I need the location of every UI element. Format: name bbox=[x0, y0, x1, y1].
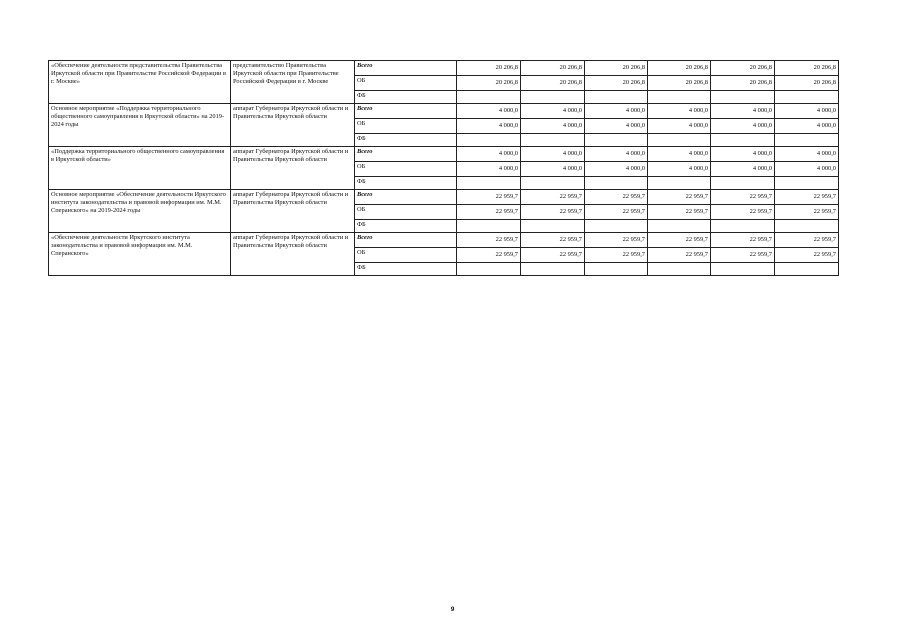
amount-cell: 22 959,7 bbox=[711, 205, 775, 220]
amount-cell: 20 206,8 bbox=[521, 61, 585, 76]
amount-cell: 20 206,8 bbox=[457, 76, 521, 91]
activity-name-cell: «Обеспечение деятельности Иркутского института законодательства и правовой информации им. М.М. Сперанского» bbox=[49, 233, 231, 276]
funding-source-cell: ОБ bbox=[355, 205, 457, 220]
amount-cell: 22 959,7 bbox=[775, 233, 839, 248]
amount-cell bbox=[711, 220, 775, 233]
table-row bbox=[49, 233, 839, 248]
amount-cell bbox=[648, 134, 711, 147]
amount-cell: 4 000,0 bbox=[521, 119, 585, 134]
amount-cell bbox=[711, 134, 775, 147]
amount-cell bbox=[775, 177, 839, 190]
table-row bbox=[49, 147, 839, 162]
amount-cell: 4 000,0 bbox=[711, 147, 775, 162]
funding-source-cell: ФБ bbox=[355, 134, 457, 147]
table-row bbox=[49, 190, 839, 205]
funding-source-cell: Всего bbox=[355, 104, 457, 119]
amount-cell bbox=[457, 134, 521, 147]
executor-cell: аппарат Губернатора Иркутской области и Правительства Иркутской области bbox=[231, 190, 355, 233]
amount-cell bbox=[585, 91, 648, 104]
amount-cell: 20 206,8 bbox=[585, 76, 648, 91]
amount-cell: 4 000,0 bbox=[457, 119, 521, 134]
amount-cell: 4 000,0 bbox=[648, 104, 711, 119]
amount-cell: 4 000,0 bbox=[775, 104, 839, 119]
amount-cell: 4 000,0 bbox=[711, 162, 775, 177]
amount-cell bbox=[585, 220, 648, 233]
amount-cell: 22 959,7 bbox=[457, 233, 521, 248]
amount-cell bbox=[521, 220, 585, 233]
amount-cell: 22 959,7 bbox=[711, 190, 775, 205]
amount-cell: 4 000,0 bbox=[648, 147, 711, 162]
amount-cell: 4 000,0 bbox=[521, 147, 585, 162]
funding-source-cell: ОБ bbox=[355, 248, 457, 263]
amount-cell bbox=[521, 91, 585, 104]
amount-cell: 20 206,8 bbox=[711, 76, 775, 91]
activity-name-cell: «Обеспечение деятельности представительства Правительства Иркутской области при Правительстве Российской Федерации в г. Москве» bbox=[49, 61, 231, 104]
amount-cell: 4 000,0 bbox=[457, 104, 521, 119]
funding-source-cell: Всего bbox=[355, 233, 457, 248]
amount-cell: 4 000,0 bbox=[457, 162, 521, 177]
activity-name-cell: «Поддержка территориального общественного самоуправления в Иркутской области» bbox=[49, 147, 231, 190]
amount-cell: 4 000,0 bbox=[775, 119, 839, 134]
amount-cell bbox=[711, 177, 775, 190]
amount-cell: 20 206,8 bbox=[711, 61, 775, 76]
amount-cell bbox=[521, 134, 585, 147]
amount-cell: 4 000,0 bbox=[521, 162, 585, 177]
amount-cell: 22 959,7 bbox=[648, 248, 711, 263]
funding-source-cell: ФБ bbox=[355, 263, 457, 276]
amount-cell bbox=[585, 134, 648, 147]
amount-cell: 22 959,7 bbox=[775, 190, 839, 205]
amount-cell: 22 959,7 bbox=[648, 190, 711, 205]
amount-cell: 20 206,8 bbox=[648, 76, 711, 91]
funding-source-cell: ОБ bbox=[355, 162, 457, 177]
executor-cell: представительство Правительства Иркутской области при Правительстве Российской Федерации в г. Москве bbox=[231, 61, 355, 104]
amount-cell bbox=[648, 177, 711, 190]
amount-cell: 22 959,7 bbox=[457, 205, 521, 220]
activity-name-cell: Основное мероприятие «Обеспечение деятельности Иркутского института законодательства и правовой информации им. М.М. Сперанского» на 2019-2024 годы bbox=[49, 190, 231, 233]
table-row bbox=[49, 61, 839, 76]
amount-cell: 4 000,0 bbox=[457, 147, 521, 162]
table-body bbox=[49, 61, 839, 276]
amount-cell: 22 959,7 bbox=[775, 248, 839, 263]
funding-source-cell: ФБ bbox=[355, 220, 457, 233]
executor-cell: аппарат Губернатора Иркутской области и Правительства Иркутской области bbox=[231, 104, 355, 147]
amount-cell bbox=[775, 263, 839, 276]
amount-cell: 4 000,0 bbox=[521, 104, 585, 119]
amount-cell bbox=[648, 91, 711, 104]
amount-cell: 22 959,7 bbox=[711, 233, 775, 248]
amount-cell: 4 000,0 bbox=[585, 104, 648, 119]
amount-cell bbox=[775, 134, 839, 147]
amount-cell bbox=[711, 263, 775, 276]
amount-cell: 4 000,0 bbox=[775, 147, 839, 162]
amount-cell: 4 000,0 bbox=[648, 162, 711, 177]
amount-cell: 22 959,7 bbox=[457, 190, 521, 205]
amount-cell bbox=[457, 220, 521, 233]
amount-cell bbox=[521, 263, 585, 276]
amount-cell bbox=[585, 177, 648, 190]
amount-cell: 22 959,7 bbox=[775, 205, 839, 220]
amount-cell: 20 206,8 bbox=[457, 61, 521, 76]
amount-cell bbox=[775, 220, 839, 233]
amount-cell: 20 206,8 bbox=[648, 61, 711, 76]
amount-cell: 22 959,7 bbox=[457, 248, 521, 263]
amount-cell: 22 959,7 bbox=[585, 248, 648, 263]
amount-cell bbox=[648, 263, 711, 276]
activity-name-cell: Основное мероприятие «Поддержка территориального общественного самоуправления в Иркутской области» на 2019-2024 годы bbox=[49, 104, 231, 147]
amount-cell: 22 959,7 bbox=[585, 190, 648, 205]
budget-table bbox=[48, 60, 839, 276]
table-row bbox=[49, 104, 839, 119]
amount-cell: 4 000,0 bbox=[711, 119, 775, 134]
amount-cell: 22 959,7 bbox=[648, 205, 711, 220]
funding-source-cell: ФБ bbox=[355, 91, 457, 104]
amount-cell bbox=[648, 220, 711, 233]
amount-cell bbox=[585, 263, 648, 276]
amount-cell: 4 000,0 bbox=[585, 162, 648, 177]
amount-cell: 20 206,8 bbox=[521, 76, 585, 91]
amount-cell: 22 959,7 bbox=[521, 248, 585, 263]
amount-cell: 22 959,7 bbox=[648, 233, 711, 248]
amount-cell: 22 959,7 bbox=[521, 190, 585, 205]
amount-cell: 22 959,7 bbox=[521, 205, 585, 220]
amount-cell bbox=[775, 91, 839, 104]
amount-cell: 20 206,8 bbox=[775, 76, 839, 91]
executor-cell: аппарат Губернатора Иркутской области и Правительства Иркутской области bbox=[231, 233, 355, 276]
amount-cell: 22 959,7 bbox=[521, 233, 585, 248]
funding-source-cell: ОБ bbox=[355, 119, 457, 134]
funding-source-cell: Всего bbox=[355, 61, 457, 76]
amount-cell bbox=[521, 177, 585, 190]
amount-cell: 4 000,0 bbox=[585, 147, 648, 162]
amount-cell: 22 959,7 bbox=[585, 233, 648, 248]
amount-cell: 22 959,7 bbox=[585, 205, 648, 220]
amount-cell: 4 000,0 bbox=[775, 162, 839, 177]
amount-cell: 4 000,0 bbox=[711, 104, 775, 119]
amount-cell: 4 000,0 bbox=[648, 119, 711, 134]
amount-cell: 20 206,8 bbox=[585, 61, 648, 76]
amount-cell: 20 206,8 bbox=[775, 61, 839, 76]
amount-cell: 22 959,7 bbox=[711, 248, 775, 263]
funding-source-cell: ОБ bbox=[355, 76, 457, 91]
amount-cell bbox=[457, 263, 521, 276]
executor-cell: аппарат Губернатора Иркутской области и Правительства Иркутской области bbox=[231, 147, 355, 190]
page-number: 9 bbox=[450, 606, 455, 613]
amount-cell bbox=[711, 91, 775, 104]
funding-source-cell: Всего bbox=[355, 147, 457, 162]
funding-source-cell: ФБ bbox=[355, 177, 457, 190]
amount-cell bbox=[457, 91, 521, 104]
amount-cell: 4 000,0 bbox=[585, 119, 648, 134]
amount-cell bbox=[457, 177, 521, 190]
funding-source-cell: Всего bbox=[355, 190, 457, 205]
